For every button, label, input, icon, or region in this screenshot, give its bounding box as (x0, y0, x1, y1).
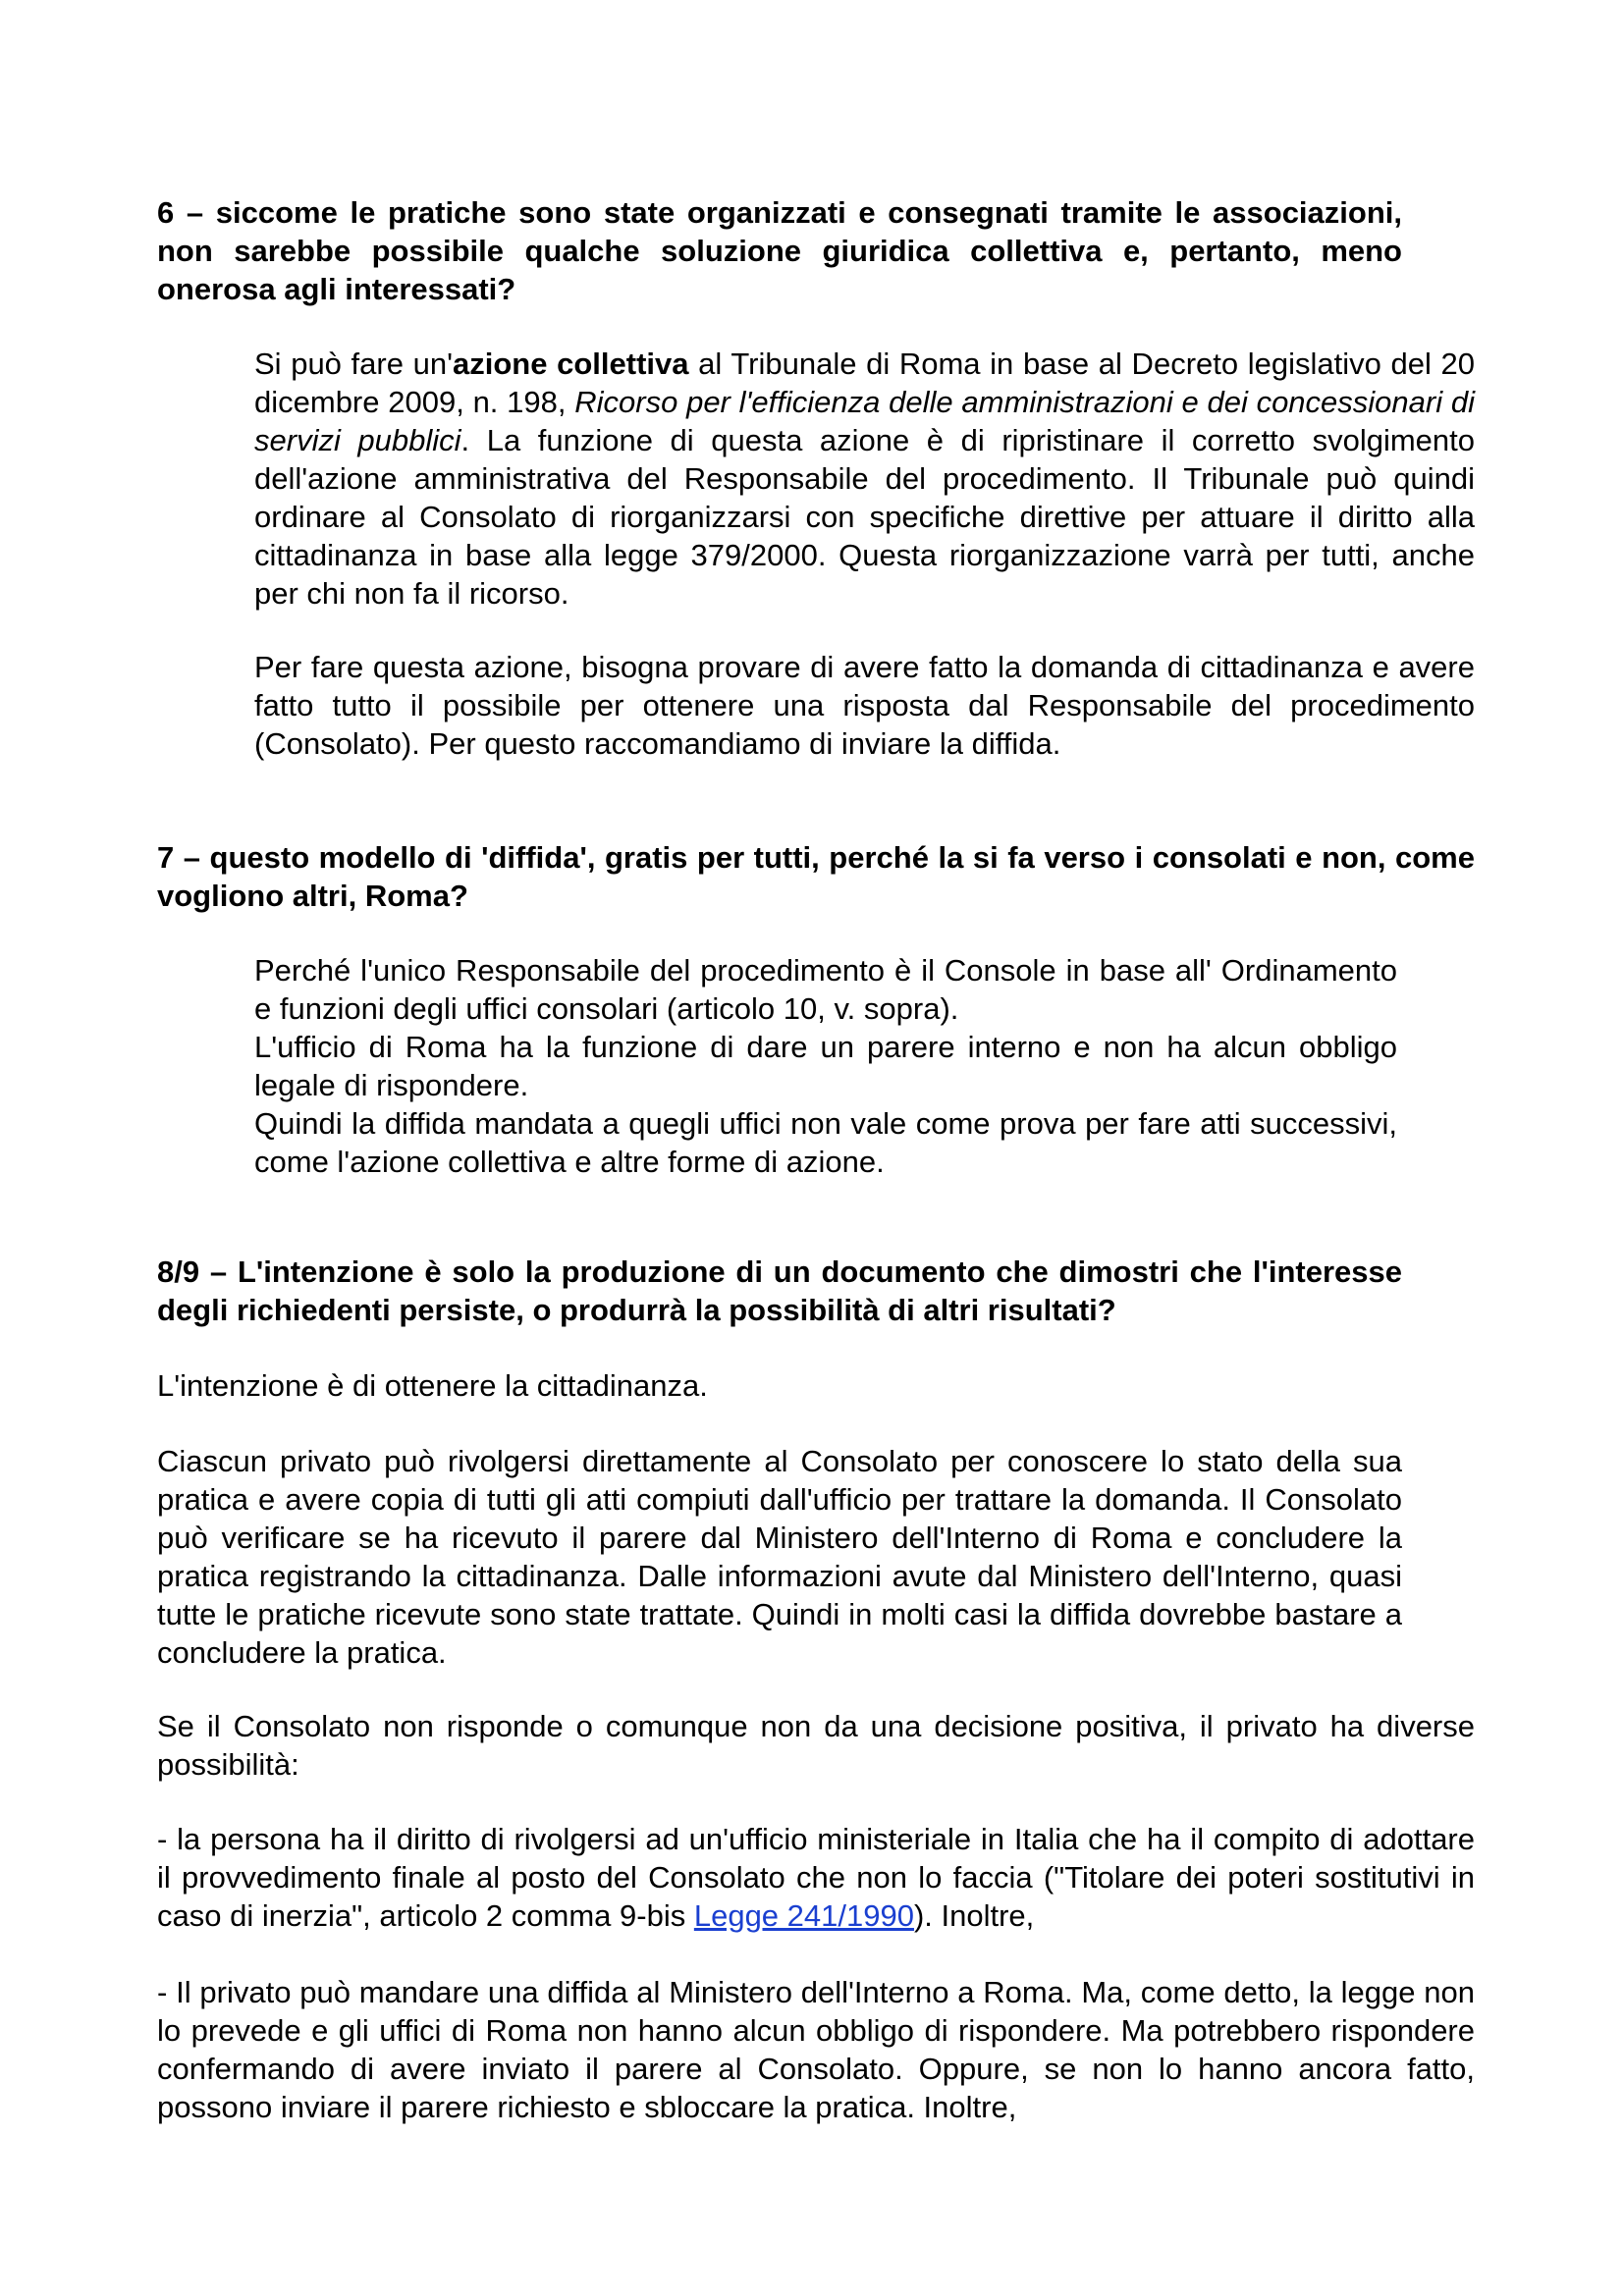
answer-8-9-paragraph-2: Ciascun privato può rivolgersi direttamente al Consolato per conoscere lo stato della sua pratica e avere copia di tutti gli atti compiuti dall'ufficio per trattare la domanda. Il Consolato può verificare se ha ricevuto il parere dal Ministero dell'Interno di Roma e concludere la pratica registrando la cittadinanza. Dalle informazioni avute dal Ministero dell'Interno, quasi tutte le pratiche ricevute sono state trattate. Quindi in molti casi la diffida dovrebbe bastare a concludere la pratica. (157, 1444, 1402, 1670)
answer-8-9-paragraph-1: L'intenzione è di ottenere la cittadinanza. (157, 1368, 708, 1403)
answer-7-line-1: Perché l'unico Responsabile del procedimento è il Console in base all' Ordinamento e funzioni degli uffici consolari (articolo 10, v. sopra). (254, 953, 1397, 1026)
answer-8-9-paragraph-4 (157, 1820, 1475, 1935)
answer-6-text-3: . La funzione di questa azione è di ripristinare il corretto svolgimento dell'azione amministrativa del Responsabile del procedimento. Il Tribunale può quindi ordinare al Consolato di riorganizzarsi con specifiche direttive per attuare il diritto alla cittadinanza in base alla legge 379/2000. Questa riorganizzazione varrà per tutti, anche per chi non fa il ricorso. (254, 423, 1476, 611)
question-6: 6 – siccome le pratiche sono state organizzati e consegnati tramite le associazioni, non sarebbe possibile qualche soluzione giuridica collettiva e, pertanto, meno onerosa agli interessati? (157, 195, 1402, 306)
answer-6-paragraph-1 (254, 345, 1475, 613)
answer-7-line-2: L'ufficio di Roma ha la funzione di dare un parere interno e non ha alcun obbligo legale di rispondere. (254, 1030, 1397, 1102)
answer-6-bold-term: azione collettiva (453, 347, 689, 381)
question-8-9: 8/9 – L'intenzione è solo la produzione di un documento che dimostri che l'interesse degli richiedenti persiste, o produrrà la possibilità di altri risultati? (157, 1255, 1402, 1327)
answer-6-italic-title: Ricorso per l'efficienza delle amministrazioni e dei concessionari di servizi pubblici (254, 385, 1475, 457)
answer-7-line-3: Quindi la diffida mandata a quegli uffici non vale come prova per fare atti successivi, come l'azione collettiva e altre forme di azione. (254, 1106, 1397, 1179)
answer-8-9-p4-text-2: ). Inoltre, (913, 1898, 1035, 1933)
answer-6-text-1: Si può fare un' (254, 347, 454, 381)
answer-6-paragraph-2: Per fare questa azione, bisogna provare di avere fatto la domanda di cittadinanza e avere fatto tutto il possibile per ottenere una risposta dal Responsabile del procedimento (Consolato). Per questo raccomandiamo di inviare la diffida. (254, 650, 1475, 761)
law-link[interactable]: Legge 241/1990 (693, 1898, 914, 1933)
answer-8-9-paragraph-3: Se il Consolato non risponde o comunque non da una decisione positiva, il privato ha diverse possibilità: (157, 1709, 1475, 1782)
answer-6-text-2: al Tribunale di Roma in base al Decreto legislativo del 20 dicembre 2009, n. 198, (254, 347, 1475, 419)
answer-8-9-p4-text-1: - la persona ha il diritto di rivolgersi ad un'ufficio ministeriale in Italia che ha il compito di adottare il provvedimento finale al posto del Consolato che non lo faccia ("Titolare dei poteri sostitutivi in caso di inerzia", articolo 2 comma 9-bis (157, 1822, 1475, 1933)
answer-8-9-paragraph-5: - Il privato può mandare una diffida al Ministero dell'Interno a Roma. Ma, come detto, la legge non lo prevede e gli uffici di Roma non hanno alcun obbligo di rispondere. Ma potrebbero rispondere confermando di avere inviato il parere al Consolato. Oppure, se non lo hanno ancora fatto, possono inviare il parere richiesto e sbloccare la pratica. Inoltre, (157, 1975, 1475, 2124)
question-7: 7 – questo modello di 'diffida', gratis per tutti, perché la si fa verso i consolati e non, come vogliono altri, Roma? (157, 840, 1475, 913)
answer-7 (254, 951, 1397, 1181)
